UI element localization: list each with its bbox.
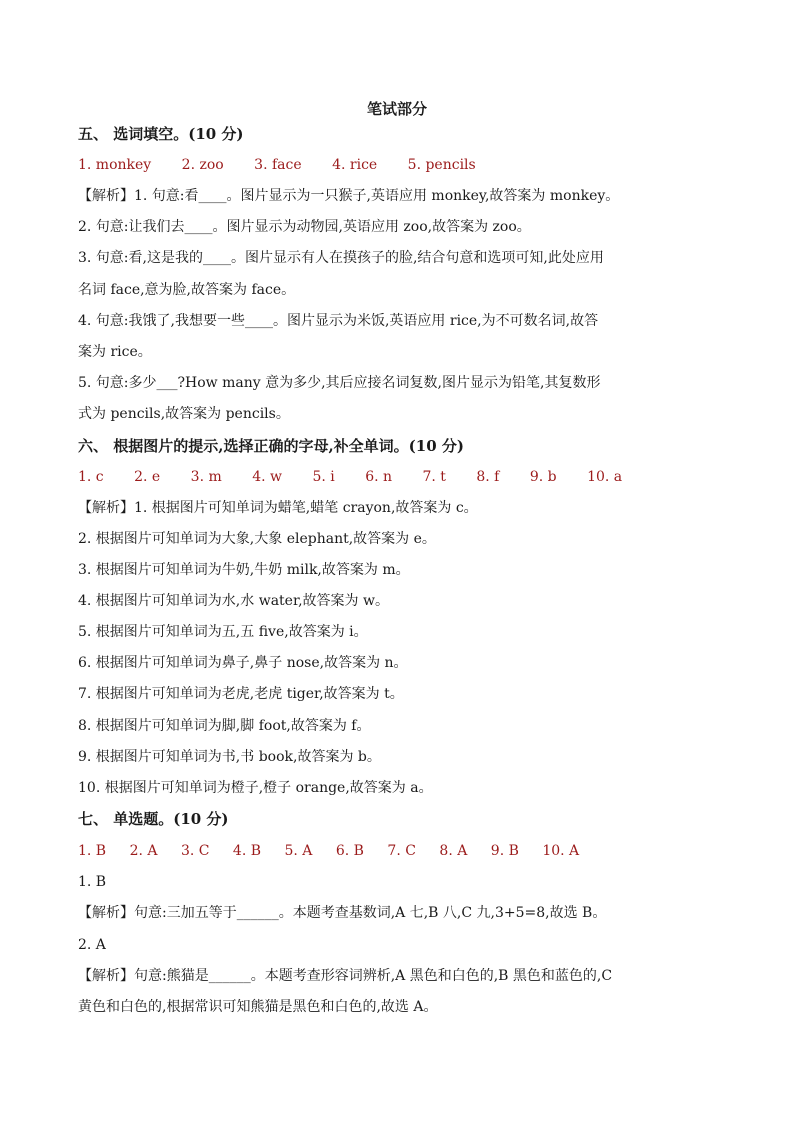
explanation-line: 9. 根据图片可知单词为书,书 book,故答案为 b。 <box>78 749 381 765</box>
explanation-line: 2. A <box>78 937 106 953</box>
explanation-line: 10. 根据图片可知单词为橙子,橙子 orange,故答案为 a。 <box>78 780 433 796</box>
explanation-line: 7. 根据图片可知单词为老虎,老虎 tiger,故答案为 t。 <box>78 686 404 702</box>
answer-item: 9. B <box>490 843 519 859</box>
answer-item: 2. A <box>129 843 158 859</box>
answer-item: 3. C <box>180 843 210 859</box>
section-7-heading: 七、 单选题。(10 分) <box>78 810 229 828</box>
answer-item: 8. A <box>439 843 468 859</box>
answer-item: 4. B <box>232 843 262 859</box>
section-7-answers <box>78 841 718 861</box>
answer-item: 3. face <box>254 157 302 173</box>
answer-item: 8. f <box>476 469 500 485</box>
explanation-line: 黄色和白色的,根据常识可知熊猫是黑色和白色的,故选 A。 <box>78 999 438 1015</box>
answer-item: 5. i <box>312 469 335 485</box>
explanation-line: 4. 句意:我饿了,我想要一些____。图片显示为米饭,英语应用 rice,为不可数名词,故答 <box>78 313 599 329</box>
answer-item: 3. m <box>190 469 222 485</box>
answer-item: 1. B <box>78 843 107 859</box>
section-6-answers <box>78 467 718 487</box>
page-title: 笔试部分 <box>366 100 427 118</box>
explanation-line: 5. 根据图片可知单词为五,五 five,故答案为 i。 <box>78 624 368 640</box>
answer-item: 4. w <box>252 469 282 485</box>
answer-item: 2. zoo <box>181 157 224 173</box>
explanation-line: 2. 句意:让我们去____。图片显示为动物园,英语应用 zoo,故答案为 zoo。 <box>78 219 531 235</box>
explanation-line: 式为 pencils,故答案为 pencils。 <box>78 406 290 422</box>
answer-item: 9. b <box>529 469 557 485</box>
explanation-line: 【解析】句意:熊猫是______。本题考查形容词辨析,A 黑色和白色的,B 黑色和蓝色的,C <box>78 968 613 984</box>
answer-item: 7. t <box>422 469 446 485</box>
explanation-line: 2. 根据图片可知单词为大象,大象 elephant,故答案为 e。 <box>78 531 436 547</box>
explanation-line: 1. B <box>78 874 107 890</box>
explanation-line: 6. 根据图片可知单词为鼻子,鼻子 nose,故答案为 n。 <box>78 655 408 671</box>
answer-item: 6. n <box>365 469 393 485</box>
explanation-line: 3. 根据图片可知单词为牛奶,牛奶 milk,故答案为 m。 <box>78 562 410 578</box>
answer-item: 7. C <box>387 843 416 859</box>
answer-item: 1. monkey <box>78 157 152 173</box>
explanation-line: 3. 句意:看,这是我的____。图片显示有人在摸孩子的脸,结合句意和选项可知,此处应用 <box>78 250 604 266</box>
answer-item: 5. A <box>284 843 313 859</box>
explanation-line: 【解析】1. 句意:看____。图片显示为一只猴子,英语应用 monkey,故答案为 monkey。 <box>78 188 620 204</box>
section-5-heading: 五、 选词填空。(10 分) <box>78 125 244 143</box>
answer-item: 10. A <box>542 843 580 859</box>
section-5-answers <box>78 155 718 175</box>
explanation-line: 【解析】1. 根据图片可知单词为蜡笔,蜡笔 crayon,故答案为 c。 <box>78 500 478 516</box>
explanation-line: 8. 根据图片可知单词为脚,脚 foot,故答案为 f。 <box>78 718 371 734</box>
answer-item: 6. B <box>335 843 364 859</box>
answer-item: 5. pencils <box>407 157 476 173</box>
explanation-line: 案为 rice。 <box>78 344 152 360</box>
answer-item: 1. c <box>78 469 104 485</box>
section-6-heading: 六、 根据图片的提示,选择正确的字母,补全单词。(10 分) <box>78 437 464 455</box>
explanation-line: 【解析】句意:三加五等于______。本题考查基数词,A 七,B 八,C 九,3+5=8,故选 B。 <box>78 905 607 921</box>
answer-item: 4. rice <box>332 157 378 173</box>
explanation-line: 名词 face,意为脸,故答案为 face。 <box>78 282 296 298</box>
answer-item: 10. a <box>587 469 623 485</box>
explanation-line: 4. 根据图片可知单词为水,水 water,故答案为 w。 <box>78 593 389 609</box>
explanation-line: 5. 句意:多少___?How many 意为多少,其后应接名词复数,图片显示为铅笔,其复数形 <box>78 375 601 391</box>
answer-item: 2. e <box>134 469 161 485</box>
